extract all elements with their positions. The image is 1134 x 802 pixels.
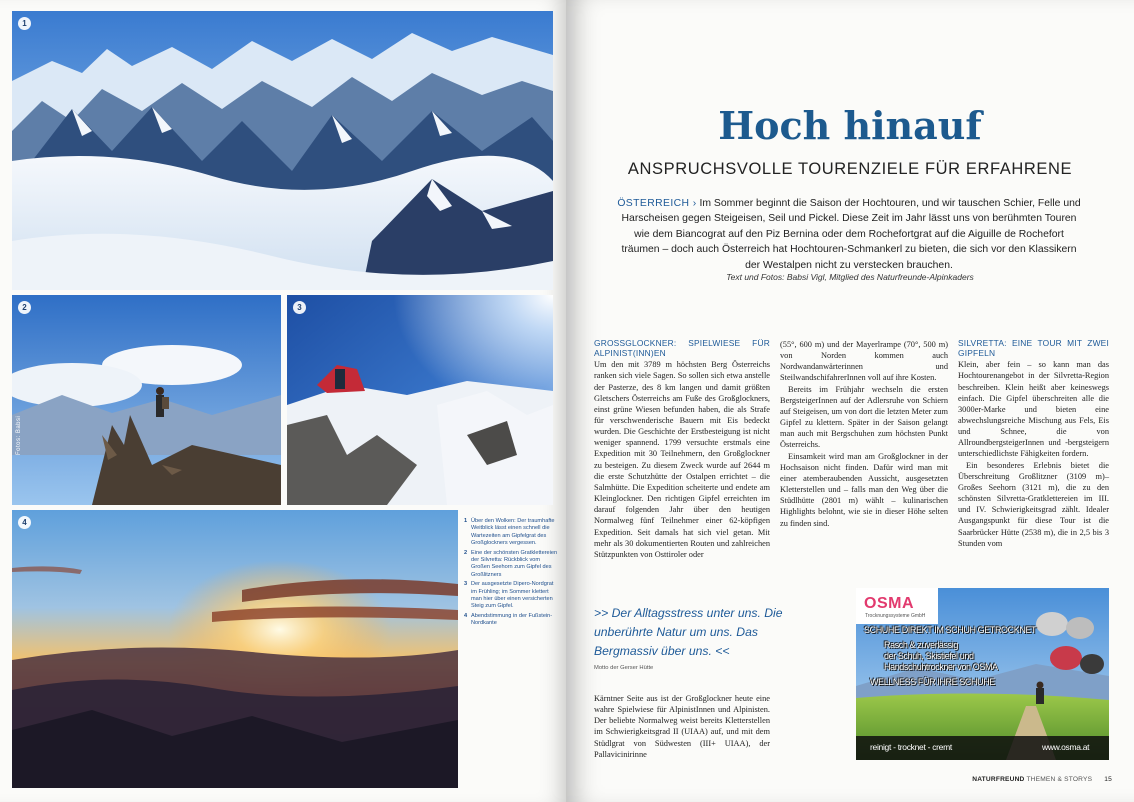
body-paragraph: (55°, 600 m) und der Mayerlrampe (70°, 500 m) von Norden kommen auch Nordwandanwärterinnen und SteilwandschifahrerInnen voll auf ihre Kosten. <box>780 340 948 383</box>
body-paragraph: Klein, aber fein – so kann man das Hochtourenangebot in der Silvretta-Region beschreiben. Klein heißt aber keineswegs einfach. Die Gipfel überschreiten alle die 3000er-Marke und bieten eine abwechslungsreiche Mischung aus Fels, Eis und Schnee, die von AllroundbergsteigerInnen und -bergsteigern unterschiedlichste Fähigkeiten fordern. <box>958 360 1109 459</box>
footer-brand: NATURFREUND <box>972 776 1025 783</box>
article-column-1 <box>594 339 770 560</box>
pull-quote-source: Motto der Gerser Hütte <box>594 665 654 671</box>
page-footer <box>972 776 1112 783</box>
intro-text: Im Sommer beginnt die Saison der Hochtouren, und wir tauschen Schier, Felle und Harscheisen gegen Steigeisen, Seil und Pickel. Diese Zeit im Jahr lässt uns von berühmten Touren wie dem Biancograt auf den Piz Bernina oder dem Rochefortgrat auf die Aiguille de Rochefort träumen – doch auch Österreich hat Hochtouren-Schmankerl zu bieten, die sich vor den Klassikern der Westalpen nicht zu verstecken brauchen. <box>621 198 1081 271</box>
footer-section: THEMEN & STORYS <box>1026 776 1093 783</box>
ad-slogan: WELLNESS FÜR IHRE SCHUHE <box>870 677 995 687</box>
photo-captions <box>464 518 560 630</box>
photo-climber-snow <box>287 295 553 505</box>
photo-climber-ridge <box>12 295 281 505</box>
page-number: 15 <box>1104 776 1112 783</box>
article-intro <box>614 196 1084 273</box>
pull-quote: >> Der Alltagsstress unter uns. Die unberührte Natur um uns. Das Bergmassiv über uns. << <box>594 606 783 658</box>
photo-number-badge: 4 <box>18 516 31 529</box>
article-byline: Text und Fotos: Babsi Vigl, Mitglied des Naturfreunde-Alpinkaders <box>726 272 974 282</box>
article-title: Hoch hinauf <box>718 103 982 148</box>
intro-kicker: ÖSTERREICH › <box>617 198 697 209</box>
article-column-2 <box>780 339 948 529</box>
photo-number-badge: 2 <box>18 301 31 314</box>
body-paragraph: Ein besonderes Erlebnis bietet die Überschreitung Großlitzner (3109 m)–Großes Seehorn (3121 m), die zu den schönsten Silvretta-Gratklettereien im III. und IV. Schwierigkeitsgrad zählt. Idealer Ausgangspunkt für diese Tour ist die Saarbrücker Hütte (2538 m), die in 2,5 bis 3 Stunden vom <box>958 460 1109 548</box>
article-column-1-continued <box>594 693 770 760</box>
article-column-3 <box>958 339 1109 549</box>
ad-brand-logo: OSMA <box>864 595 914 612</box>
ad-copy-line: Rasch & zuverlässig <box>884 640 958 650</box>
photo-sunset <box>12 510 458 788</box>
caption-item: 3 Der ausgesetzte Dipero-Nordgrat im Frühling; im Sommer klettert man hier über einen versicherten Steig zum Gipfel. <box>464 581 554 610</box>
body-paragraph: Einsamkeit wird man am Großglockner in der Hochsaison nicht finden. Dafür wird man mit einer atemberaubenden Aussicht, ausgesetzten Kletterstellen und – falls man den Weg über die Stüdlhütte (2801 m) wählt – kulinarischen Highlights belohnt, wie sie in dieser Höhe selten zu finden sind. <box>780 451 948 528</box>
ad-headline: SCHUHE DIREKT IM SCHUH GETROCKNET <box>864 625 1037 635</box>
body-paragraph: Um den mit 3789 m höchsten Berg Österreichs ranken sich viele Sagen. So sollen sich etwa anstelle der Pasterze, des 8 km langen und damit größten Gletschers Österreichs am Fuße des Großglockners, einst grüne Wiesen befunden haben, die als Strafe für verschwenderische Bauern mit Eis bedeckt wurden. Die Geschichte der Erstbesteigung ist nicht weniger spannend. 1799 versuchte erstmals eine Expedition mit 30 Teilnehmern, den Großglockner zu besteigen. Zu diesem Zweck wurde auf 2644 m die erste Schutzhütte der Ostalpen errichtet – die Salmhütte. Die Expedition scheiterte und endete am Kleinglockner. Den richtigen Gipfel erreichten im darauf folgenden Jahr über den heutigen Normalweg fünf Teilnehmer einer 62-köpfigen Expedition. Seit damals hat sich viel getan. Mit mehr als 30 dokumentierten Routen und zahlreichen Stützpunkten von Osttiroler oder <box>594 360 770 559</box>
body-paragraph: Kärntner Seite aus ist der Großglockner heute eine wahre Spielwiese für AlpinistInnen und Alpinisten. Der beliebte Normalweg weist bereits Kletterstellen im Schwierigkeitsgrad II (UIAA) auf, und mit dem Stüdlgrat von Südwesten (III+ UIAA), der Pallavicinirinne <box>594 694 770 759</box>
osma-advertisement[interactable] <box>856 588 1109 760</box>
ad-copy-line: der Schuh, Skistiefel und <box>884 651 974 661</box>
photo-number-badge: 1 <box>18 17 31 30</box>
caption-item: 4 Abendstimmung in der Fußstein-Nordkante <box>464 612 553 627</box>
left-page <box>0 0 566 802</box>
body-paragraph: Bereits im Frühjahr wechseln die ersten BergsteigerInnen auf der Adlersruhe von Schiern auf Steigeisen, um von dort die letzten Meter zum Gipfel zu klettern. Später in der Saison gelangt man auch mit Bergschuhen zum höchsten Punkt Österreichs. <box>780 384 948 450</box>
ad-footer-claim: reinigt - trocknet - cremt <box>870 742 952 752</box>
ad-website-link[interactable]: www.osma.at <box>1042 742 1090 752</box>
ad-copy-line: Handschuhtrockner von OSMA <box>884 662 998 672</box>
section-heading-grossglockner: GROSSGLOCKNER: SPIELWIESE FÜR ALPINIST(INN)EN <box>594 338 770 358</box>
ad-brand-subline: Trocknungssysteme GmbH <box>865 613 926 619</box>
photo-credit: Fotos: Babsi <box>16 415 22 455</box>
article-subtitle: ANSPRUCHSVOLLE TOURENZIELE FÜR ERFAHRENE <box>627 160 1073 178</box>
caption-item: 2 Eine der schönsten Gratklettereien der Silvretta: Rückblick vom Großen Seehorn zum Gipfel des Großlitzners <box>464 549 558 578</box>
photo-mountain-panorama <box>12 11 553 290</box>
section-heading-silvretta: SILVRETTA: EINE TOUR MIT ZWEI GIPFELN <box>958 338 1109 358</box>
right-page <box>566 0 1134 802</box>
photo-number-badge: 3 <box>293 301 306 314</box>
caption-item: 1 Über den Wolken: Der traumhafte Weitblick lässt einen schnell die Wartezeiten am Gipfelgrat des Großglockners vergessen. <box>464 518 555 547</box>
